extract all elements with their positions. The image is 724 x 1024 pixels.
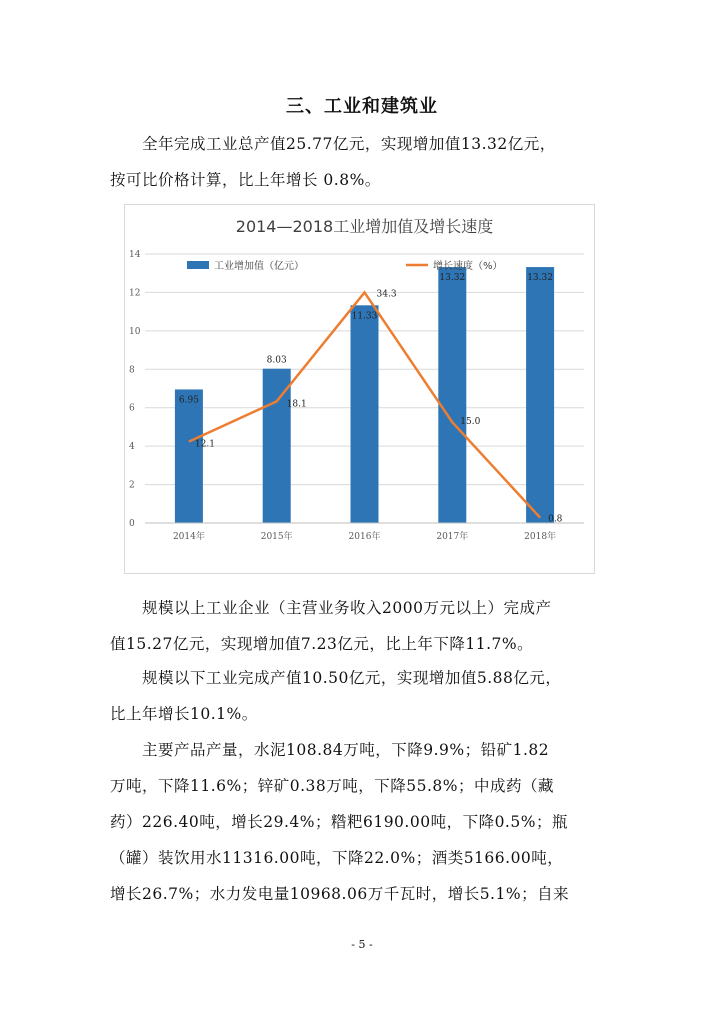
line-data-label: 34.3 bbox=[376, 289, 397, 300]
x-tick-label: 2017年 bbox=[436, 532, 469, 542]
bar-0 bbox=[175, 389, 203, 523]
bar-data-label: 13.32 bbox=[527, 273, 553, 284]
page-number: - 5 - bbox=[351, 938, 373, 951]
text-line: 规模以下工业完成产值10.50亿元，实现增加值5.88亿元， bbox=[110, 669, 562, 687]
line-data-label: 12.1 bbox=[194, 439, 215, 450]
bar-data-label: 8.03 bbox=[266, 355, 287, 366]
legend-bar-label: 工业增加值（亿元） bbox=[214, 261, 304, 272]
legend-line-label: 增长速度（%） bbox=[433, 261, 503, 272]
paragraph-products bbox=[110, 732, 616, 912]
y-tick-label: 4 bbox=[129, 442, 135, 453]
bar-2 bbox=[351, 305, 379, 523]
paragraph-above-scale bbox=[110, 590, 616, 662]
x-tick-label: 2015年 bbox=[260, 532, 293, 542]
x-tick-label: 2016年 bbox=[348, 532, 381, 542]
y-tick-label: 12 bbox=[129, 288, 141, 299]
y-tick-label: 8 bbox=[129, 365, 135, 376]
bar-data-label: 13.32 bbox=[439, 273, 466, 284]
x-tick-label: 2014年 bbox=[172, 532, 205, 542]
text-line: 规模以上工业企业（主营业务收入2000万元以上）完成产 bbox=[110, 599, 552, 617]
bar-1 bbox=[263, 369, 291, 523]
y-tick-label: 10 bbox=[129, 326, 141, 337]
text-line: 比上年增长10.1%。 bbox=[110, 705, 258, 723]
y-tick-label: 14 bbox=[129, 250, 141, 260]
y-tick-label: 0 bbox=[129, 519, 135, 529]
line-data-label: 15.0 bbox=[460, 417, 481, 428]
bar-4 bbox=[526, 267, 554, 523]
text-line: （罐）装饮用水11316.00吨，下降22.0%；酒类5166.00吨， bbox=[110, 849, 564, 867]
section-title: 三、工业和建筑业 bbox=[286, 96, 438, 117]
chart-title: 2014—2018工业增加值及增长速度 bbox=[235, 217, 494, 236]
paragraph-below-scale bbox=[110, 660, 616, 732]
y-tick-label: 2 bbox=[129, 480, 135, 491]
text-line: 全年完成工业总产值25.77亿元，实现增加值13.32亿元， bbox=[110, 135, 556, 153]
legend-bar-swatch bbox=[187, 261, 209, 269]
text-line: 按可比价格计算，比上年增长 0.8%。 bbox=[110, 171, 381, 189]
bar-data-label: 6.95 bbox=[178, 395, 199, 406]
text-line: 增长26.7%；水力发电量10968.06万千瓦时，增长5.1%；自来 bbox=[110, 885, 570, 903]
bar-3 bbox=[438, 267, 466, 523]
line-data-label: 0.8 bbox=[548, 514, 563, 525]
bar-data-label: 11.33 bbox=[351, 311, 378, 322]
text-line: 药）226.40吨，增长29.4%；糌粑6190.00吨，下降0.5%；瓶 bbox=[110, 813, 568, 831]
industry-chart bbox=[124, 204, 595, 574]
y-tick-label: 6 bbox=[129, 403, 135, 414]
paragraph-industry-total bbox=[110, 126, 616, 198]
text-line: 值15.27亿元，实现增加值7.23亿元，比上年下降11.7%。 bbox=[110, 635, 534, 653]
text-line: 万吨，下降11.6%；锌矿0.38万吨，下降55.8%；中成药（藏 bbox=[110, 777, 554, 795]
x-tick-label: 2018年 bbox=[524, 532, 557, 542]
text-line: 主要产品产量，水泥108.84万吨，下降9.9%；铅矿1.82 bbox=[110, 741, 550, 759]
line-data-label: 18.1 bbox=[286, 399, 307, 410]
